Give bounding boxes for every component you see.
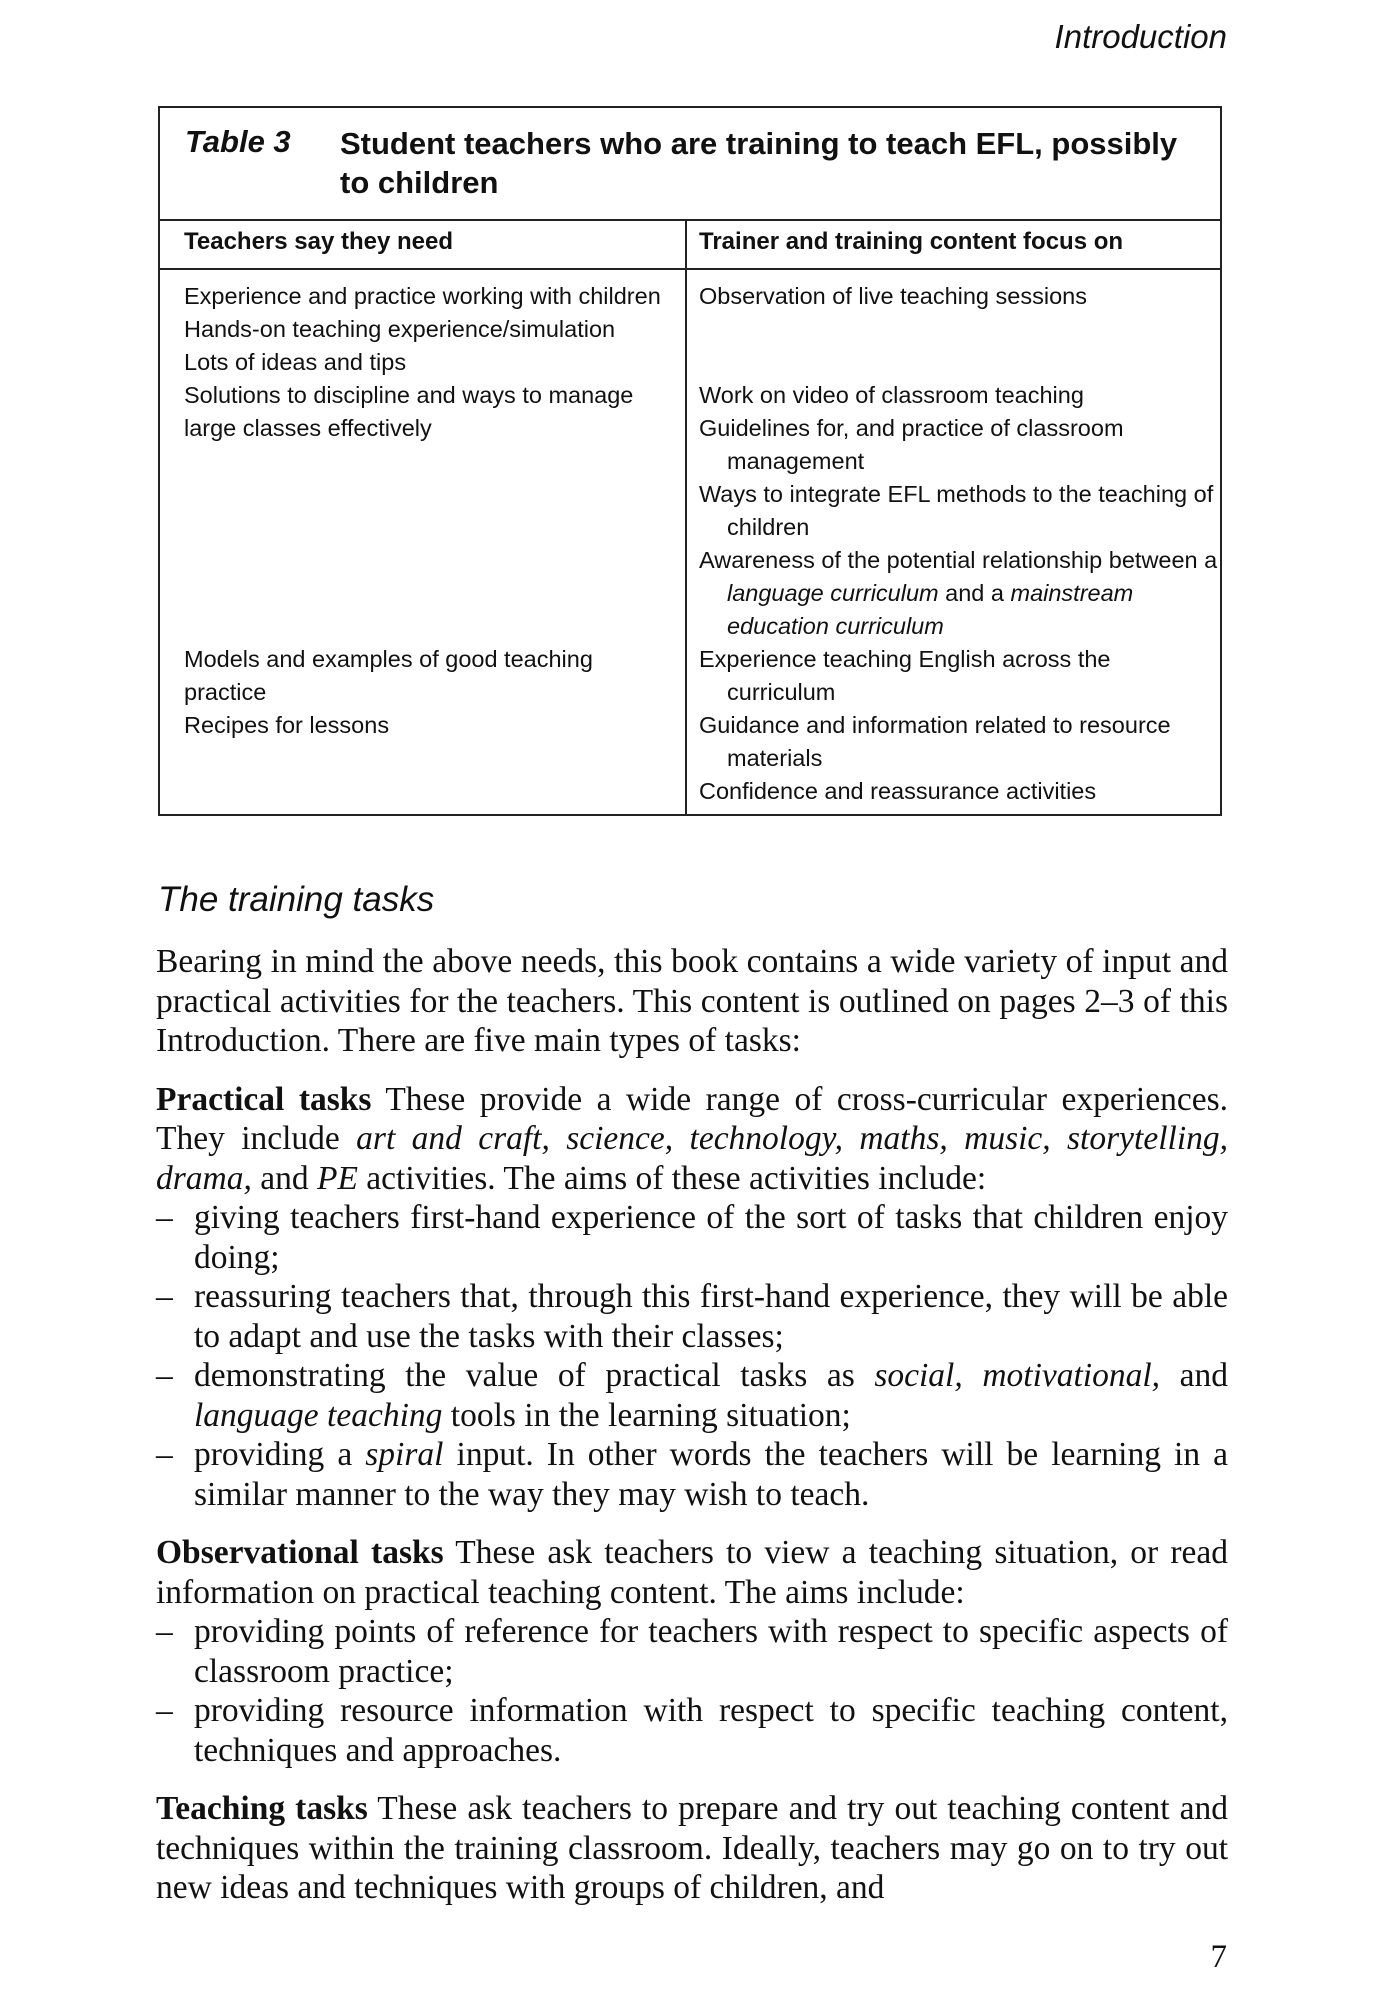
list-item: – providing resource information with respect to specific teaching content, techniques and approaches. — [156, 1692, 1228, 1769]
list-item: – giving teachers first-hand experience of the sort of tasks that children enjoy doing; — [156, 1199, 1228, 1276]
table-rule-top — [160, 219, 1220, 221]
column-right — [699, 280, 1219, 808]
table-cell: Hands-on teaching experience/simulation — [184, 316, 616, 342]
table-cell: Solutions to discipline and ways to manage large classes effectively — [184, 382, 634, 441]
list-item: – providing a spiral input. In other words the teachers will be learning in a similar manner to the way they may wish to teach. — [156, 1436, 1228, 1513]
teaching-tasks-paragraph: Teaching tasks These ask teachers to prepare and try out teaching content and techniques within the training classroom. Ideally, teachers may go on to try out new ideas and techniques with groups of children, and — [156, 1790, 1229, 1906]
table-cell: Observation of live teaching sessions — [699, 283, 1087, 309]
column-header-right: Trainer and training content focus on — [699, 228, 1124, 255]
teaching-tasks-label: Teaching tasks — [156, 1790, 368, 1827]
list-item: – demonstrating the value of practical tasks as social, motivational, and language teaching tools in the learning situation; — [156, 1357, 1228, 1434]
table-cell: Awareness of the potential relationship between a language curriculum and a mainstream education curriculum — [699, 547, 1218, 639]
table-cell: Ways to integrate EFL methods to the teaching of children — [699, 481, 1214, 540]
observational-tasks-paragraph: Observational tasks These ask teachers to view a teaching situation, or read information on practical teaching content. The aims include: — [156, 1534, 1228, 1611]
observational-tasks-label: Observational tasks — [156, 1534, 444, 1571]
table-caption — [185, 122, 1214, 207]
table-cell: Models and examples of good teaching practice — [184, 646, 593, 705]
table-cell: Confidence and reassurance activities — [699, 778, 1097, 804]
section-heading: The training tasks — [158, 880, 435, 919]
table-column-divider — [685, 219, 687, 814]
table-cell: Work on video of classroom teaching — [699, 382, 1084, 408]
table-cell: Guidance and information related to resource materials — [699, 712, 1171, 771]
table-cell: Experience and practice working with children — [184, 283, 661, 309]
practical-tasks-list — [156, 1198, 1228, 1514]
body-text — [156, 942, 1228, 1908]
practical-tasks-label: Practical tasks — [156, 1080, 372, 1118]
running-head: Introduction — [1054, 18, 1227, 55]
list-item: – reassuring teachers that, through this first-hand experience, they will be able to adapt and use the tasks with their classes; — [156, 1278, 1228, 1355]
table-number: Table 3 — [185, 124, 291, 159]
table-cell: Experience teaching English across the curriculum — [699, 646, 1111, 705]
table-title: Student teachers who are training to teach EFL, possibly to children — [340, 126, 1178, 200]
table-3 — [158, 106, 1222, 816]
table-rule-header — [160, 268, 1220, 270]
column-left — [184, 280, 674, 742]
table-cell: Guidelines for, and practice of classroom management — [699, 415, 1124, 474]
observational-tasks-list — [156, 1612, 1228, 1770]
intro-paragraph: Bearing in mind the above needs, this book contains a wide variety of input and practical activities for the teachers. This content is outlined on pages 2–3 of this Introduction. There are five main types of tasks: — [156, 943, 1228, 1059]
table-cell: Recipes for lessons — [184, 712, 390, 738]
list-item: – providing points of reference for teachers with respect to specific aspects of classroom practice; — [156, 1613, 1228, 1690]
practical-tasks-paragraph: Practical tasks These provide a wide range of cross-curricular experiences. They include art and craft, science, technology, maths, music, storytelling, drama, and PE activities. The aims of these activities include: — [156, 1080, 1228, 1197]
column-header-left: Teachers say they need — [184, 228, 454, 255]
page-number: 7 — [1210, 1939, 1227, 1975]
table-cell: Lots of ideas and tips — [184, 349, 407, 375]
